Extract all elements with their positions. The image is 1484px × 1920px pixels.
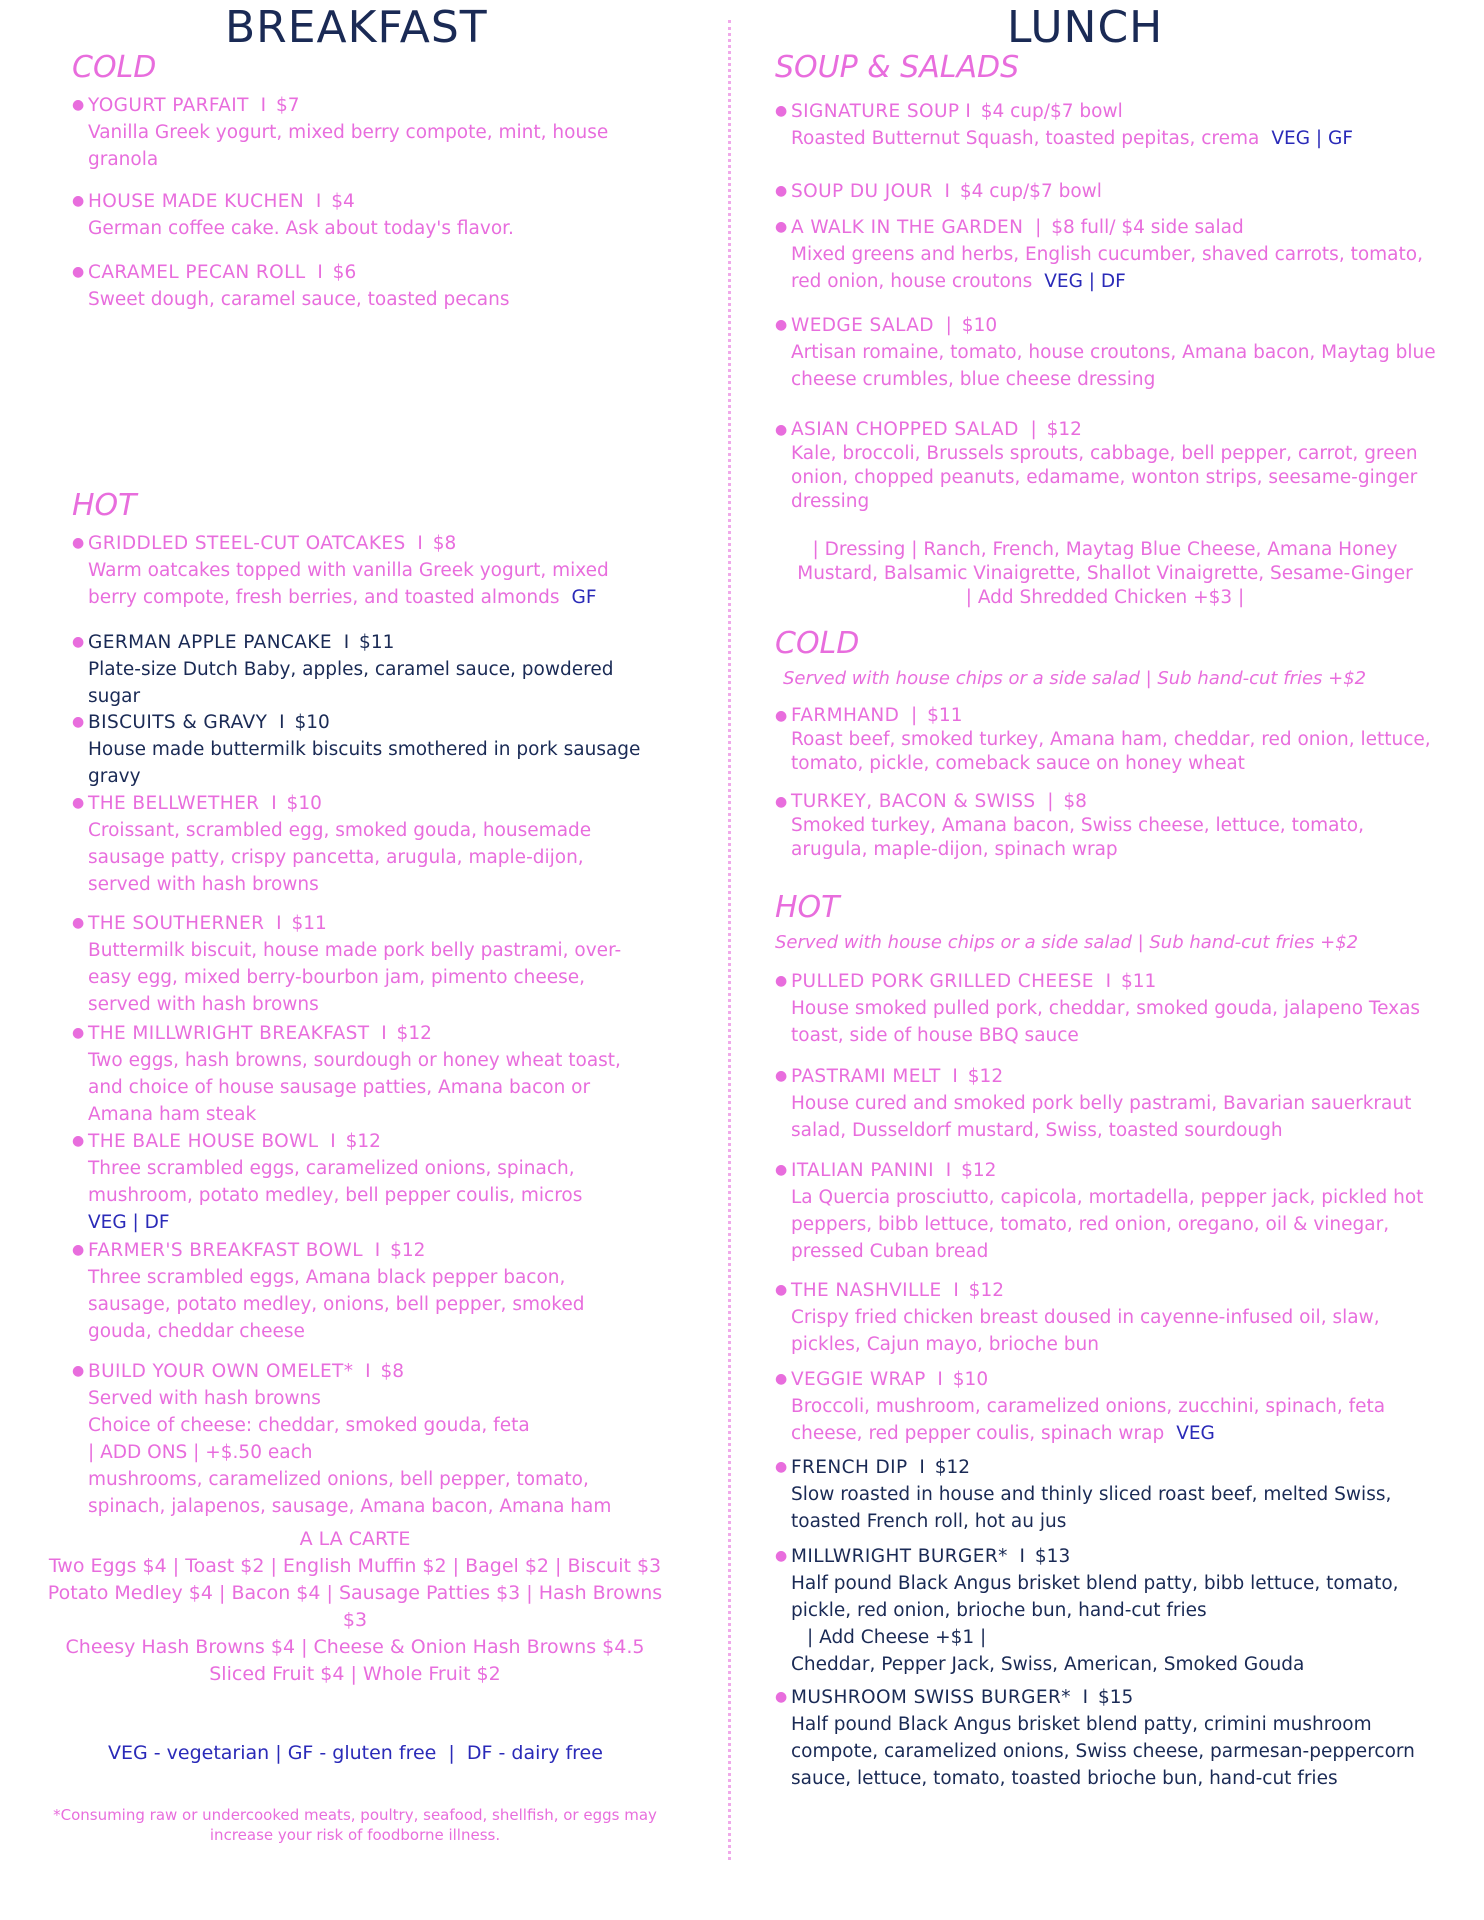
item-separator: I [937, 1369, 943, 1390]
item-price: $13 [1034, 1546, 1071, 1567]
menu-item [72, 92, 648, 173]
item-separator: I [417, 533, 423, 554]
menu-item [775, 968, 1441, 1049]
menu-item [775, 790, 1441, 862]
column-divider [728, 20, 731, 1860]
item-separator: I [271, 793, 277, 814]
item-separator: I [330, 1131, 336, 1152]
item-price: $4 [331, 191, 355, 212]
diet-tag: VEG | DF [1044, 271, 1126, 292]
menu-item [775, 1157, 1441, 1265]
item-description: House made buttermilk biscuits smothered in pork sausage gravy [88, 739, 641, 787]
dressing-options [775, 538, 1435, 610]
menu-item [72, 910, 648, 1018]
item-description: La Quercia prosciutto, capicola, mortadella, pepper jack, pickled hot peppers, bibb lettuce, tomato, red onion, oregano, oil & vinegar, pressed Cuban bread [791, 1187, 1424, 1262]
a-la-carte [40, 1526, 670, 1688]
item-price: $7 [275, 95, 300, 116]
menu-item [775, 312, 1441, 393]
bullet-icon: ● [775, 317, 788, 333]
bullet-icon: ● [72, 1133, 85, 1149]
item-separator: I [944, 181, 950, 202]
bullet-icon: ● [775, 794, 788, 810]
item-description: Crispy fried chicken breast doused in cayenne-infused oil, slaw, pickles, Cajun mayo, brioche bun [791, 1307, 1380, 1355]
a-la-carte-line: Cheesy Hash Browns $4 | Cheese & Onion Hash Browns $4.5 [65, 1636, 645, 1658]
item-separator: I [965, 101, 971, 122]
menu-item [775, 1543, 1441, 1678]
item-description: Croissant, scrambled egg, smoked gouda, housemade sausage patty, crispy pancetta, arugula, maple-dijon, served with hash browns [88, 820, 592, 895]
footnote-line: *Consuming raw or undercooked meats, poultry, seafood, shellfish, or eggs may [53, 1806, 657, 1824]
lunch-hot-heading: HOT [775, 890, 840, 925]
item-separator: I [953, 1280, 959, 1301]
item-price: $12 [396, 1023, 432, 1044]
item-name: GERMAN APPLE PANCAKE [88, 632, 332, 653]
item-separator: I [945, 1160, 952, 1181]
bullet-icon: ● [775, 1282, 788, 1298]
item-name: TURKEY, BACON & SWISS [791, 791, 1036, 812]
menu-item [775, 704, 1441, 776]
footnote [40, 1805, 670, 1845]
omelet-addons-line: mushrooms, caramelized onions, bell pepper, tomato, [88, 1469, 589, 1490]
item-description: Half pound Black Angus brisket blend patty, crimini mushroom compote, caramelized onions, Swiss cheese, parmesan-peppercorn sauce, lettuce, tomato, toasted brioche bun, hand-cut fries [791, 1714, 1415, 1789]
menu-item [775, 1063, 1441, 1144]
footnote-line: increase your risk of foodborne illness. [209, 1826, 501, 1844]
item-description: Artisan romaine, tomato, house croutons, Amana bacon, Maytag blue cheese crumbles, blue cheese dressing [791, 342, 1436, 390]
bullet-icon: ● [775, 708, 788, 724]
item-price: $8 full/ $4 side salad [1051, 217, 1244, 238]
a-la-carte-line: Two Eggs $4 | Toast $2 | English Muffin $2 | Bagel $2 | Biscuit $3 [48, 1555, 662, 1577]
item-separator: I [374, 1240, 381, 1261]
menu-item [72, 1358, 648, 1520]
menu-item [72, 188, 648, 242]
item-description: Roast beef, smoked turkey, Amana ham, cheddar, red onion, lettuce, tomato, pickle, comeback sauce on honey wheat [791, 729, 1431, 774]
item-separator: I [1105, 971, 1112, 992]
item-description: Three scrambled eggs, caramelized onions, spinach, mushroom, potato medley, bell pepper coulis, micros [88, 1158, 583, 1206]
a-la-carte-heading: A LA CARTE [299, 1528, 411, 1550]
diet-tag: VEG | GF [1271, 128, 1353, 149]
bullet-icon: ● [72, 1242, 85, 1258]
bullet-icon: ● [775, 1371, 788, 1387]
bullet-icon: ● [775, 183, 788, 199]
diet-tag: VEG [1176, 1423, 1215, 1444]
cold-note: Served with house chips or a side salad | Sub hand-cut fries +$2 [783, 668, 1367, 689]
item-description: Half pound Black Angus brisket blend patty, bibb lettuce, tomato, pickle, red onion, brioche bun, hand-cut fries [791, 1573, 1399, 1621]
menu-item [775, 1684, 1441, 1792]
item-price: $12 [390, 1240, 426, 1261]
item-separator: | [911, 705, 918, 726]
item-description: Warm oatcakes topped with vanilla Greek yogurt, mixed berry compote, fresh berries, and toasted almonds GF [88, 560, 609, 608]
item-price: $10 [286, 793, 322, 814]
burger-cheese-options: Cheddar, Pepper Jack, Swiss, American, Smoked Gouda [791, 1654, 1305, 1675]
bullet-icon: ● [72, 1025, 85, 1041]
dressing-line: | Dressing | Ranch, French, Maytag Blue Cheese, Amana Honey [812, 539, 1398, 560]
item-separator: I [1019, 1546, 1026, 1567]
menu-item [72, 1020, 648, 1128]
item-price: $4 cup/$7 bowl [959, 181, 1102, 202]
bullet-icon: ● [72, 97, 85, 113]
item-price: $6 [332, 262, 357, 283]
item-separator: I [276, 913, 282, 934]
item-description: Kale, broccoli, Brussels sprouts, cabbage, bell pepper, carrot, green onion, chopped peanuts, edamame, wonton strips, seesame-ginger dressing [791, 443, 1418, 512]
item-name: FARMHAND [791, 705, 900, 726]
item-name: MUSHROOM SWISS BURGER* [791, 1687, 1071, 1708]
lunch-title: LUNCH [1007, 2, 1164, 53]
bullet-icon: ● [72, 535, 85, 551]
menu-item [72, 709, 648, 790]
item-separator: | [1047, 791, 1054, 812]
item-separator: I [919, 1457, 925, 1478]
item-name: A WALK IN THE GARDEN [791, 217, 1024, 238]
a-la-carte-line: Sliced Fruit $4 | Whole Fruit $2 [209, 1663, 501, 1685]
item-name: FRENCH DIP [791, 1457, 908, 1478]
menu-item [72, 790, 648, 898]
item-description: Roasted Butternut Squash, toasted pepitas, crema VEG | GF [791, 128, 1353, 149]
bullet-icon: ● [72, 795, 85, 811]
diet-tag: GF [571, 587, 597, 608]
breakfast-hot-heading: HOT [72, 488, 137, 523]
item-separator: | [945, 315, 952, 336]
bullet-icon: ● [775, 1689, 788, 1705]
item-price: $11 [1120, 971, 1157, 992]
item-description: House cured and smoked pork belly pastrami, Bavarian sauerkraut salad, Dusseldorf mustard, Swiss, toasted sourdough [791, 1093, 1412, 1141]
dressing-line: Mustard, Balsamic Vinaigrette, Shallot Vinaigrette, Sesame-Ginger [797, 563, 1413, 584]
item-description: Three scrambled eggs, Amana black pepper bacon, sausage, potato medley, onions, bell pepper, smoked gouda, cheddar cheese [88, 1267, 585, 1342]
item-name: YOGURT PARFAIT [88, 95, 249, 116]
item-description: Buttermilk biscuit, house made pork belly pastrami, over-easy egg, mixed berry-bourbon jam, pimento cheese, served with hash browns [88, 940, 622, 1015]
item-name: ASIAN CHOPPED SALAD [791, 419, 1019, 440]
item-name: WEDGE SALAD [791, 315, 934, 336]
menu-item [72, 1237, 648, 1345]
item-name: SIGNATURE SOUP [791, 101, 960, 122]
item-separator: | [1035, 217, 1042, 238]
item-price: $4 cup/$7 bowl [980, 101, 1123, 122]
dressing-line: | Add Shredded Chicken +$3 | [965, 587, 1245, 608]
menu-item [775, 214, 1441, 295]
bullet-icon: ● [775, 973, 788, 989]
item-separator: I [279, 712, 285, 733]
omelet-addons-line: spinach, jalapenos, sausage, Amana bacon, Amana ham [88, 1496, 612, 1517]
bullet-icon: ● [72, 264, 85, 280]
menu-item [775, 98, 1441, 152]
bullet-icon: ● [72, 714, 85, 730]
item-description: Two eggs, hash browns, sourdough or honey wheat toast, and choice of house sausage patties, Amana bacon or Amana ham steak [88, 1050, 621, 1125]
menu-item [775, 178, 1441, 205]
item-name: THE BELLWETHER [88, 793, 260, 814]
item-price: $11 [291, 913, 327, 934]
item-description: Plate-size Dutch Baby, apples, caramel sauce, powdered sugar [88, 659, 614, 707]
item-price: $10 [952, 1369, 989, 1390]
item-description: German coffee cake. Ask about today's flavor. [88, 218, 514, 239]
bullet-icon: ● [775, 422, 788, 438]
item-separator: I [381, 1023, 387, 1044]
a-la-carte-line: Potato Medley $4 | Bacon $4 | Sausage Patties $3 | Hash Browns $3 [47, 1582, 663, 1631]
item-description: Broccoli, mushroom, caramelized onions, zucchini, spinach, feta cheese, red pepper coulis, spinach wrap VEG [791, 1396, 1386, 1444]
item-name: SOUP DU JOUR [791, 181, 933, 202]
bullet-icon: ● [775, 103, 788, 119]
item-price: $8 [432, 533, 457, 554]
item-description: Smoked turkey, Amana bacon, Swiss cheese, lettuce, tomato, arugula, maple-dijon, spinach wrap [791, 815, 1364, 860]
bullet-icon: ● [72, 1363, 85, 1379]
breakfast-cold-heading: COLD [72, 50, 157, 85]
item-name: BISCUITS & GRAVY [88, 712, 268, 733]
item-price: $12 [968, 1280, 1004, 1301]
menu-item [775, 1454, 1441, 1535]
item-name: THE MILLWRIGHT BREAKFAST [88, 1023, 370, 1044]
diet-tag: VEG | DF [88, 1212, 170, 1233]
bullet-icon: ● [775, 1459, 788, 1475]
item-separator: I [952, 1066, 958, 1087]
menu-item [775, 1277, 1441, 1358]
bullet-icon: ● [775, 1068, 788, 1084]
bullet-icon: ● [775, 1162, 788, 1178]
item-name: ITALIAN PANINI [791, 1160, 934, 1181]
item-description: Vanilla Greek yogurt, mixed berry compote, mint, house granola [88, 122, 609, 170]
item-price: $12 [1046, 419, 1082, 440]
item-separator: I [343, 632, 350, 653]
bullet-icon: ● [72, 915, 85, 931]
lunch-cold-heading: COLD [775, 626, 860, 661]
item-name: PASTRAMI MELT [791, 1066, 941, 1087]
item-separator: I [315, 191, 322, 212]
bullet-icon: ● [775, 219, 788, 235]
menu-item [775, 1366, 1441, 1447]
item-description: Sweet dough, caramel sauce, toasted pecans [88, 289, 510, 310]
breakfast-title: BREAKFAST [225, 2, 488, 53]
item-name: PULLED PORK GRILLED CHEESE [791, 971, 1094, 992]
item-price: $12 [345, 1131, 381, 1152]
menu-item [72, 530, 648, 611]
item-name: MILLWRIGHT BURGER* [791, 1546, 1008, 1567]
item-description: Served with hash browns [88, 1388, 321, 1409]
omelet-cheese-choice: Choice of cheese: cheddar, smoked gouda, feta [88, 1415, 530, 1436]
item-name: HOUSE MADE KUCHEN [88, 191, 305, 212]
menu-item [72, 629, 648, 710]
item-price: $11 [359, 632, 395, 653]
item-description: House smoked pulled pork, cheddar, smoked gouda, jalapeno Texas toast, side of house BBQ sauce [791, 998, 1421, 1046]
menu-item [775, 418, 1441, 514]
omelet-addons-header: | ADD ONS | +$.50 each [88, 1442, 313, 1463]
item-name: FARMER'S BREAKFAST BOWL [88, 1240, 363, 1261]
item-name: CARAMEL PECAN ROLL [88, 262, 306, 283]
item-separator: I [317, 262, 323, 283]
item-name: BUILD YOUR OWN OMELET* [88, 1361, 354, 1382]
item-name: THE BALE HOUSE BOWL [88, 1131, 319, 1152]
item-price: $10 [961, 315, 998, 336]
menu-item [72, 259, 648, 313]
item-price: $12 [934, 1457, 971, 1478]
item-separator: I [260, 95, 267, 116]
item-description: Slow roasted in house and thinly sliced roast beef, melted Swiss, toasted French roll, hot au jus [791, 1484, 1392, 1532]
item-price: $10 [294, 712, 330, 733]
menu-item [72, 1128, 648, 1236]
item-price: $8 [380, 1361, 405, 1382]
item-price: $12 [967, 1066, 1004, 1087]
item-separator: I [1082, 1687, 1089, 1708]
bullet-icon: ● [72, 193, 85, 209]
burger-addon: | Add Cheese +$1 | [807, 1627, 987, 1648]
item-name: THE NASHVILLE [791, 1280, 942, 1301]
item-name: GRIDDLED STEEL-CUT OATCAKES [88, 533, 406, 554]
item-price: $11 [927, 705, 963, 726]
item-description: Mixed greens and herbs, English cucumber, shaved carrots, tomato, red onion, house croutons VEG | DF [791, 244, 1423, 292]
item-separator: I [365, 1361, 371, 1382]
soup-salads-heading: SOUP & SALADS [775, 50, 1020, 85]
hot-note: Served with house chips or a side salad | Sub hand-cut fries +$2 [775, 932, 1359, 953]
diet-legend: VEG - vegetarian | GF - gluten free | DF - dairy free [108, 1742, 603, 1764]
item-price: $8 [1063, 791, 1087, 812]
item-name: VEGGIE WRAP [791, 1369, 926, 1390]
bullet-icon: ● [72, 634, 85, 650]
item-name: THE SOUTHERNER [88, 913, 265, 934]
item-price: $12 [961, 1160, 997, 1181]
item-separator: | [1030, 419, 1037, 440]
item-price: $15 [1097, 1687, 1134, 1708]
bullet-icon: ● [775, 1548, 788, 1564]
